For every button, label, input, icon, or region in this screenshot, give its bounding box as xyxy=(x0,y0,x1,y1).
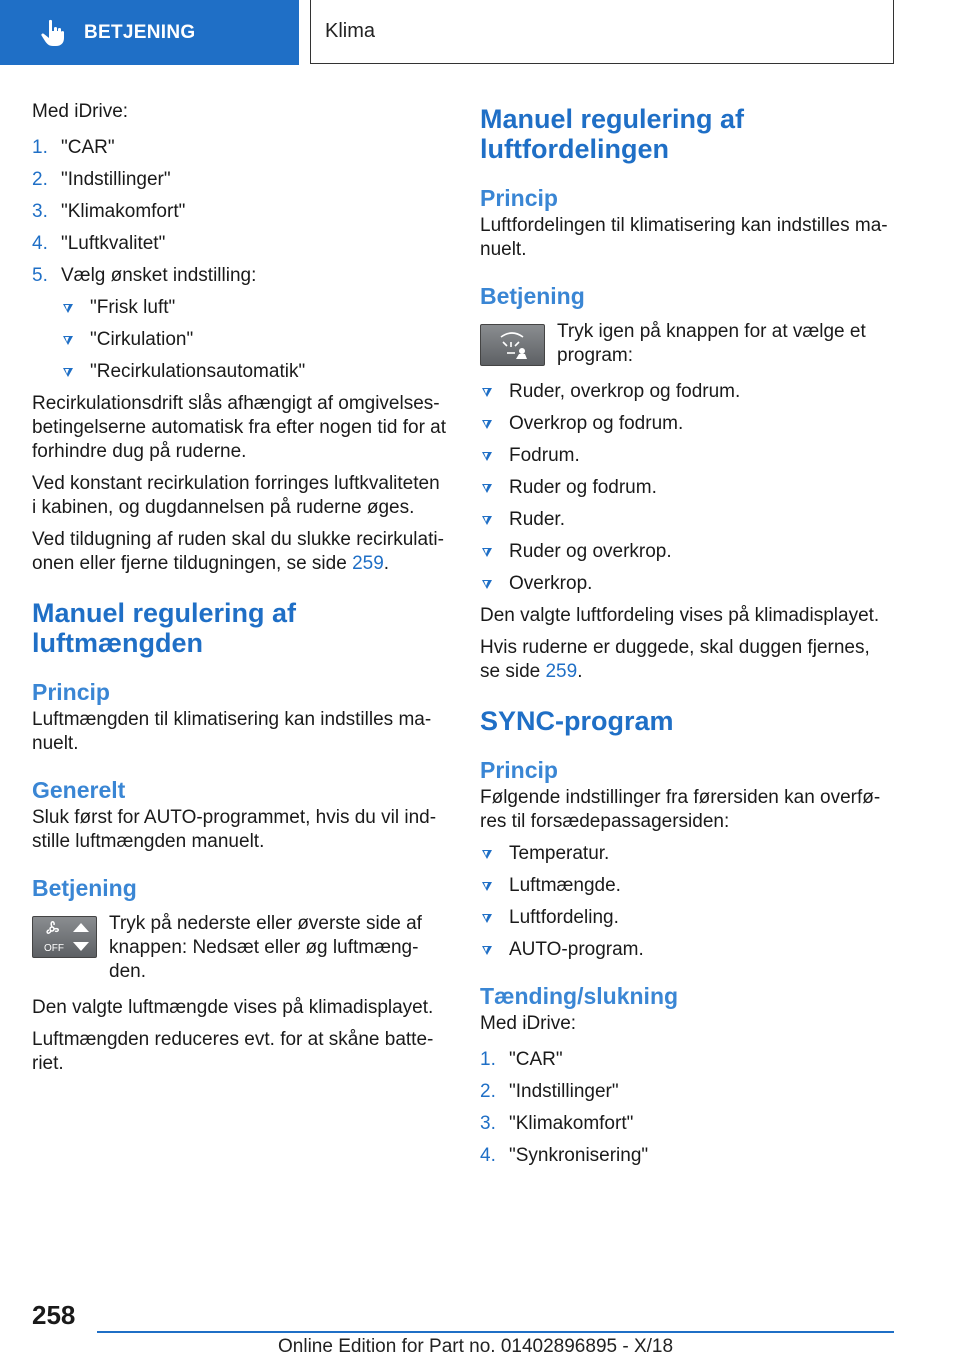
step-number: 4. xyxy=(32,233,48,254)
off-label: OFF xyxy=(44,943,64,954)
option-text: "Cirkulation" xyxy=(90,329,194,350)
subheading: Princip xyxy=(32,679,110,705)
sync-text: AUTO-program. xyxy=(509,939,644,960)
program-text: Overkrop og fodrum. xyxy=(509,413,684,434)
step-text: "CAR" xyxy=(61,137,115,158)
step-text: "Klimakomfort" xyxy=(509,1113,634,1134)
bullet-triangle-icon xyxy=(63,368,73,377)
list-item xyxy=(61,360,447,384)
bullet-triangle-icon xyxy=(482,580,492,589)
betjening-text: Tryk på nederste eller øverste side af knappen: Nedsæt eller øg luftmæng-den. xyxy=(109,913,422,982)
sync-text: Luftmængde. xyxy=(509,875,621,896)
paragraph-end: . xyxy=(577,661,583,682)
subheading: Betjening xyxy=(32,875,137,901)
bullet-triangle-icon xyxy=(482,388,492,397)
sync-text: Temperatur. xyxy=(509,843,610,864)
page-number: 258 xyxy=(32,1300,76,1330)
list-item xyxy=(61,296,447,320)
paragraph-end: . xyxy=(383,553,390,574)
step-number: 2. xyxy=(32,169,48,190)
paragraph: Den valgte luftmængde vises på klimadisplayet. xyxy=(32,997,434,1018)
list-item xyxy=(480,842,895,866)
recirculation-options xyxy=(32,296,447,384)
right-column xyxy=(480,100,895,1176)
page-link[interactable]: 259 xyxy=(352,553,384,574)
sync-text: Luftfordeling. xyxy=(509,907,619,928)
step-text: "CAR" xyxy=(509,1049,563,1070)
subheading: Tænding/slukning xyxy=(480,983,679,1009)
bullet-triangle-icon xyxy=(482,946,492,955)
intro-text: Med iDrive: xyxy=(32,101,129,122)
section-heading: Manuel regulering af luftmængden xyxy=(32,598,297,658)
bullet-triangle-icon xyxy=(482,516,492,525)
bullet-triangle-icon xyxy=(482,914,492,923)
list-item xyxy=(480,906,895,930)
section-label: BETJENING xyxy=(84,21,196,43)
step-text: "Klimakomfort" xyxy=(61,201,186,222)
page-link[interactable]: 259 xyxy=(545,661,578,682)
list-item xyxy=(480,572,895,596)
step-number: 4. xyxy=(480,1145,496,1166)
paragraph: Recirkulationsdrift slås afhængigt af omgivelses-betingelserne automatisk fra efter nogen tid for at forhindre dug på ruderne. xyxy=(32,393,447,462)
bullet-triangle-icon xyxy=(63,336,73,345)
paragraph-text: Hvis ruderne er duggede, skal duggen fjernes, se side xyxy=(480,637,870,682)
bullet-triangle-icon xyxy=(63,304,73,313)
option-text: "Recirkulationsautomatik" xyxy=(90,361,306,382)
paragraph: Luftmængden til klimatisering kan indstilles ma-nuelt. xyxy=(32,709,432,754)
bullet-triangle-icon xyxy=(482,548,492,557)
hand-pointer-icon xyxy=(40,19,66,47)
paragraph: Ved konstant recirkulation forringes luftkvaliteten i kabinen, og dugdannelsen på ruderne øges. xyxy=(32,473,440,518)
list-item xyxy=(480,1048,895,1072)
list-item xyxy=(480,412,895,436)
step-number: 3. xyxy=(32,201,48,222)
step-text: "Indstillinger" xyxy=(61,169,171,190)
subheading: Princip xyxy=(480,185,558,211)
section-heading: Manuel regulering af luftfordelingen xyxy=(480,104,745,164)
list-item xyxy=(32,264,447,288)
step-text: "Luftkvalitet" xyxy=(61,233,166,254)
subheading: Betjening xyxy=(480,283,585,309)
sync-list xyxy=(480,842,895,962)
fan-button-block xyxy=(32,912,447,984)
paragraph: Følgende indstillinger fra førersiden kan overfø-res til forsædepassagersiden: xyxy=(480,787,881,832)
program-text: Ruder og fodrum. xyxy=(509,477,657,498)
footer-divider xyxy=(97,1331,894,1333)
intro-text: Med iDrive: xyxy=(480,1013,577,1034)
list-item xyxy=(480,476,895,500)
bullet-triangle-icon xyxy=(482,452,492,461)
subheading: Princip xyxy=(480,757,558,783)
list-item xyxy=(480,874,895,898)
list-item xyxy=(32,232,447,256)
paragraph: Sluk først for AUTO-programmet, hvis du vil ind-stille luftmængden manuelt. xyxy=(32,807,437,852)
step-number: 5. xyxy=(32,265,48,286)
step-text: Vælg ønsket indstilling: xyxy=(61,265,257,286)
bullet-triangle-icon xyxy=(482,882,492,891)
step-text: "Synkronisering" xyxy=(509,1145,649,1166)
paragraph-text: Ved tildugning af ruden skal du slukke recirkulati-onen eller fjerne tildugningen, se side xyxy=(32,529,444,574)
program-text: Ruder, overkrop og fodrum. xyxy=(509,381,741,402)
paragraph xyxy=(32,528,447,576)
list-item xyxy=(480,444,895,468)
paragraph: Luftmængden reduceres evt. for at skåne batte-riet. xyxy=(32,1029,434,1074)
air-distribution-button-icon xyxy=(480,324,545,366)
bullet-triangle-icon xyxy=(482,420,492,429)
idrive-steps xyxy=(480,1048,895,1168)
subheading: Generelt xyxy=(32,777,126,803)
program-text: Ruder og overkrop. xyxy=(509,541,672,562)
idrive-steps xyxy=(32,136,447,288)
list-item xyxy=(61,328,447,352)
list-item xyxy=(32,200,447,224)
step-number: 3. xyxy=(480,1113,496,1134)
list-item xyxy=(480,1144,895,1168)
chapter-title xyxy=(310,0,894,64)
bullet-triangle-icon xyxy=(482,484,492,493)
chapter-label: Klima xyxy=(325,20,376,42)
program-text: Fodrum. xyxy=(509,445,580,466)
left-column xyxy=(32,100,447,1084)
step-number: 2. xyxy=(480,1081,496,1102)
step-text: "Indstillinger" xyxy=(509,1081,619,1102)
betjening-text: Tryk igen på knappen for at vælge et program: xyxy=(557,321,866,366)
bullet-triangle-icon xyxy=(482,850,492,859)
fan-speed-button-icon xyxy=(32,916,97,958)
list-item xyxy=(480,380,895,404)
list-item xyxy=(480,938,895,962)
option-text: "Frisk luft" xyxy=(90,297,176,318)
step-number: 1. xyxy=(480,1049,496,1070)
program-list xyxy=(480,380,895,596)
edition-text: Online Edition for Part no. 01402896895 - X/18 xyxy=(278,1336,674,1357)
section-heading: SYNC-program xyxy=(480,706,674,736)
list-item xyxy=(32,168,447,192)
section-tab xyxy=(0,0,299,65)
list-item xyxy=(480,1112,895,1136)
paragraph xyxy=(480,636,895,684)
list-item xyxy=(32,136,447,160)
list-item xyxy=(480,508,895,532)
paragraph: Den valgte luftfordeling vises på klimadisplayet. xyxy=(480,605,880,626)
step-number: 1. xyxy=(32,137,48,158)
program-text: Overkrop. xyxy=(509,573,593,594)
program-text: Ruder. xyxy=(509,509,565,530)
list-item xyxy=(480,540,895,564)
air-distribution-block xyxy=(480,320,895,368)
paragraph: Luftfordelingen til klimatisering kan indstilles ma-nuelt. xyxy=(480,215,888,260)
list-item xyxy=(480,1080,895,1104)
